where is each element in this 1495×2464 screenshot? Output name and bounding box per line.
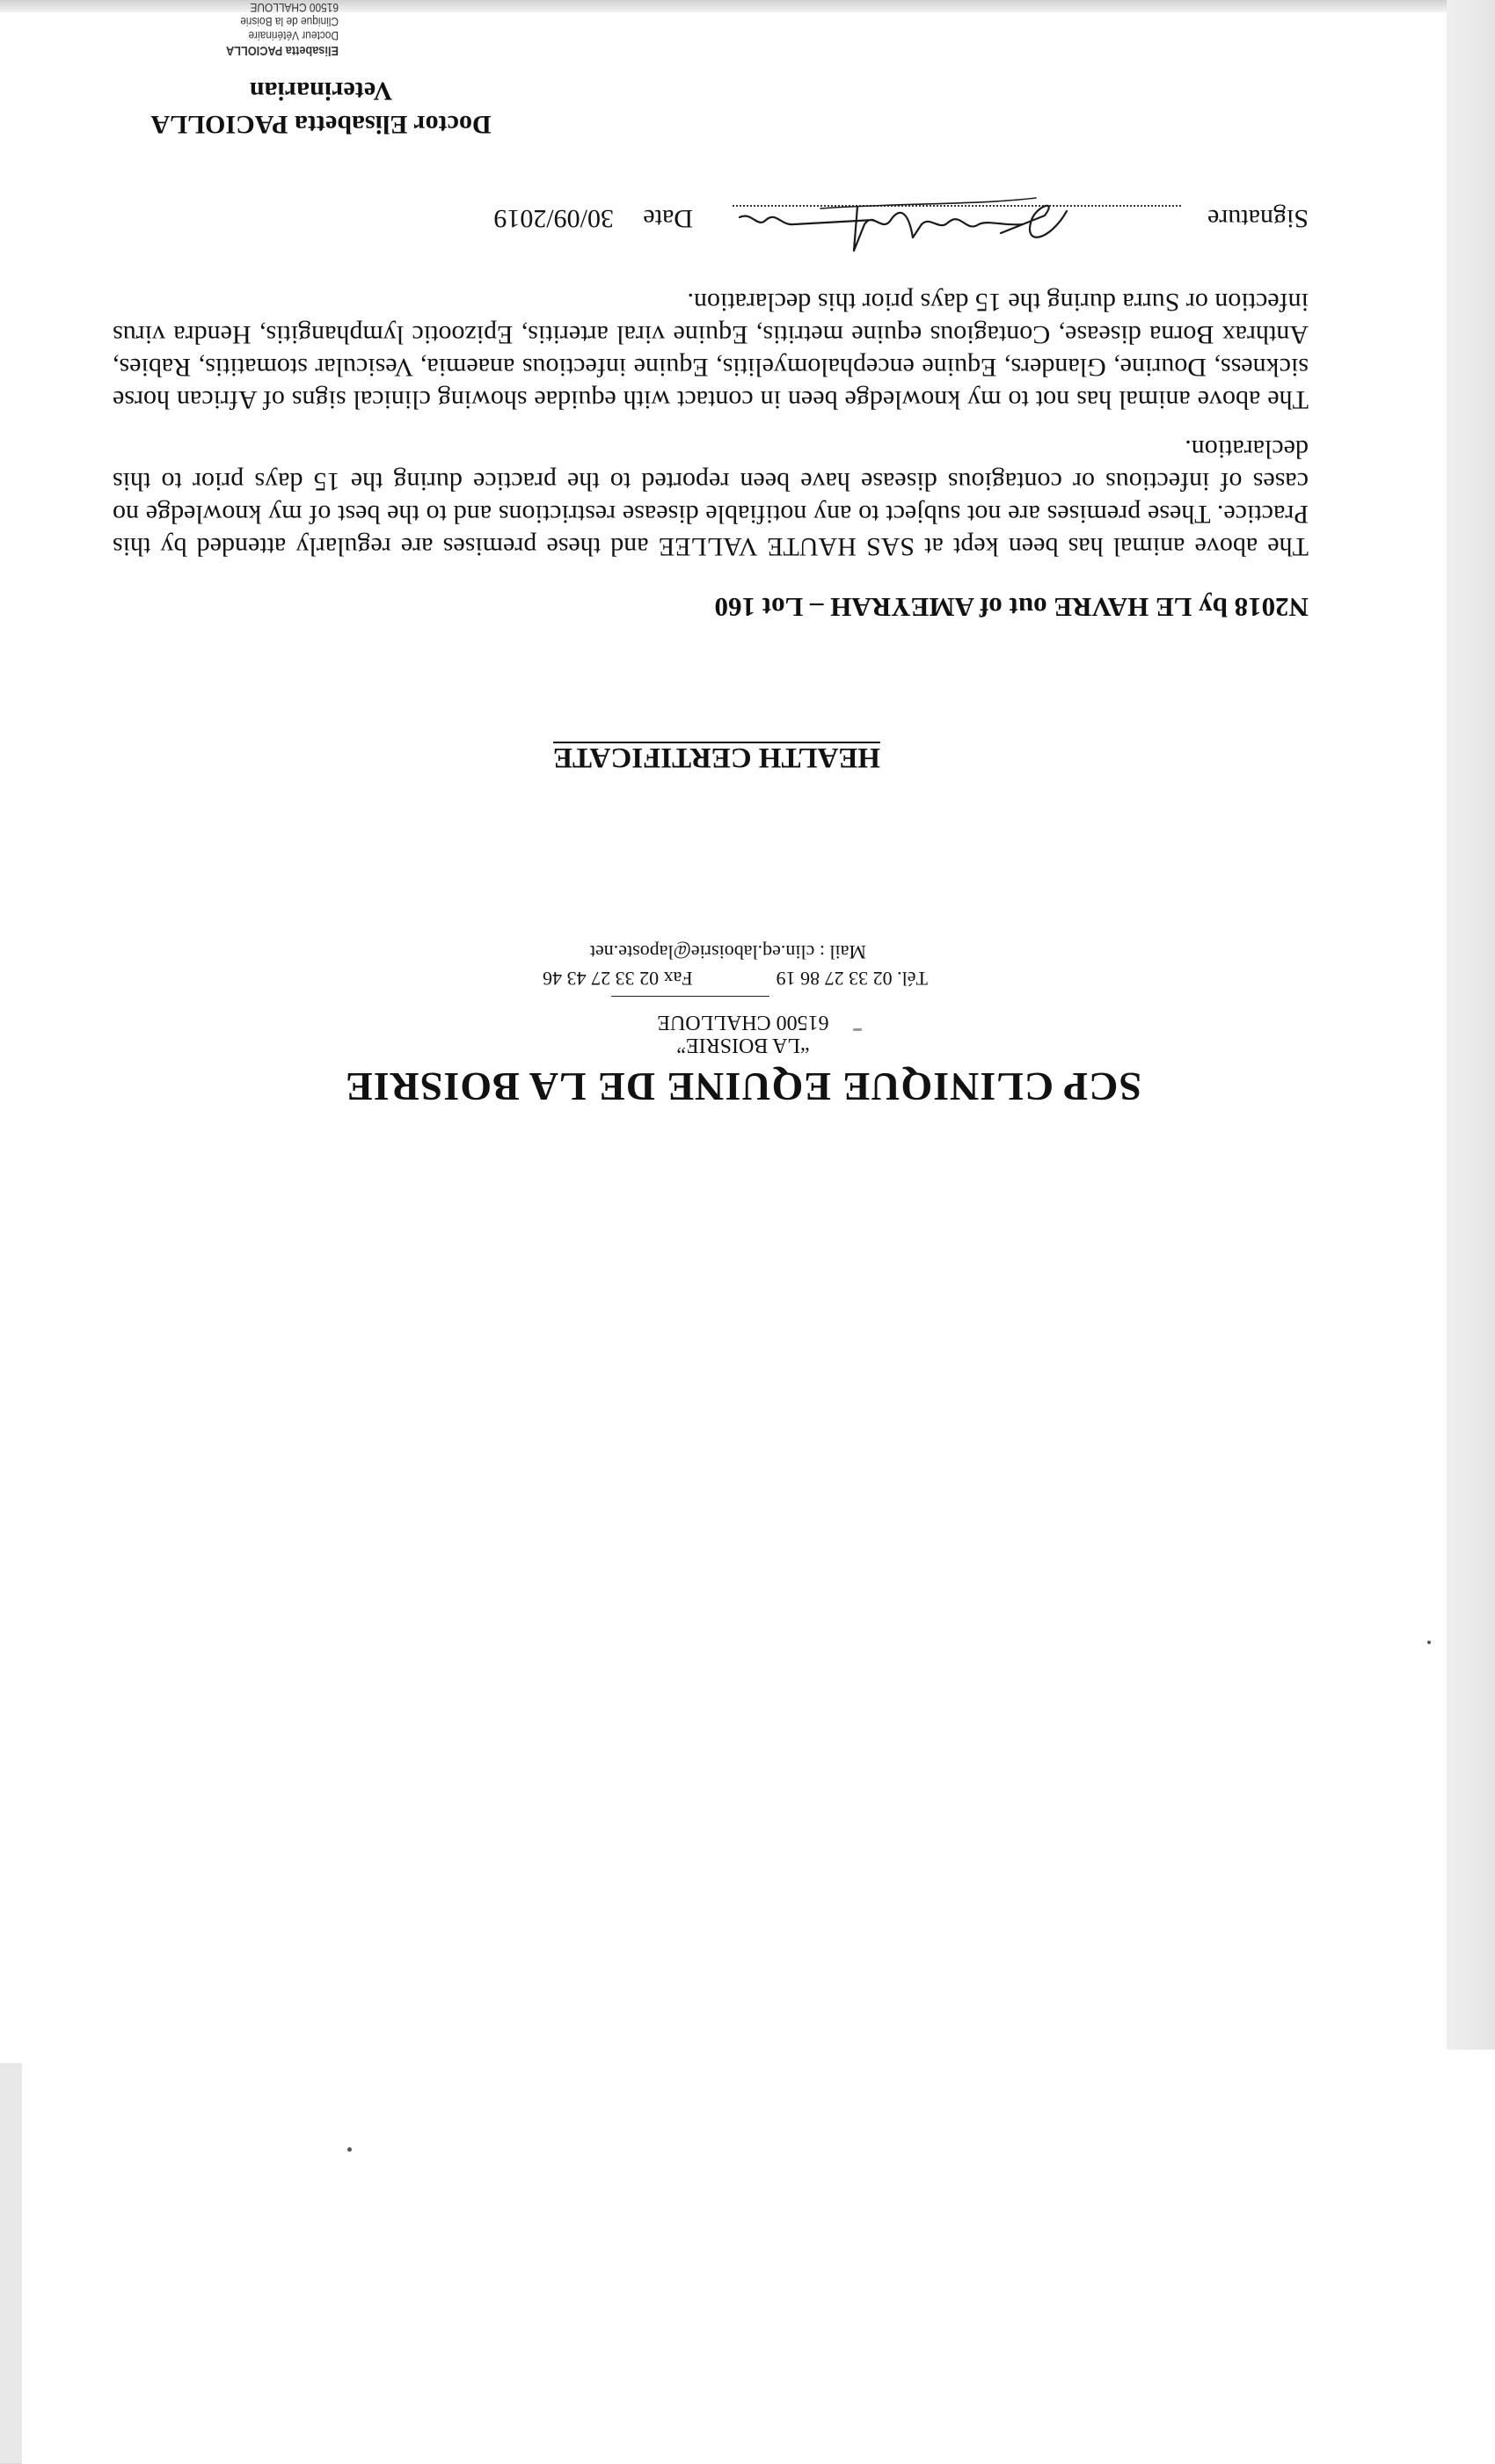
horse-identification: N2018 by LE HAVRE out of AMEYRAH – Lot 160 [714,592,1309,623]
lower-paper-sheet [22,2032,1495,2464]
contact-declaration: The above animal has not to my knowledge been in contact with equidae showing clinical signs of African horse sickness, Dourine, Glanders, Equine encephalomyelitis, Equine infectious anaemia, Vesicular stomatitis, Rabies, Anthrax Borna disease, Contagious equine metritis, Equine viral arteritis, Epizootic lymphangitis, Hendra virus infection or Surra during the 15 days prior this declaration. [113,288,1309,414]
clinic-address [501,1011,985,1057]
premises-declaration: The above animal has been kept at SAS HAUTE VALLEE and these premises are regularly attended by this Practice. These premises are not subject to any notifiable disease restrictions and to the best of my knowledge no cases of infectious or contagious disease have been reported to the practice during the 15 days prior to this declaration. [113,435,1309,561]
clinic-name: SCP CLINIQUE EQUINE DE LA BOISRIE [345,1064,1141,1109]
stamp-name: Elisabetta PACIOLLA [225,43,339,58]
stamp-city: 61500 CHALLOUE [250,1,339,15]
paper-speck [347,2147,352,2152]
header-divider [611,996,769,997]
clinic-contact [435,939,1033,991]
clinic-postcode-city: 61500 CHALLOUE [657,1011,829,1034]
clinic-email: Mail : clin.eq.laboisrie@laposte.net [589,941,866,963]
veterinarian-block [101,74,541,141]
stamp-order-number [212,0,339,1]
veterinarian-name: Doctor Elisabetta PACIOLLA [150,110,492,139]
certificate-title: HEALTH CERTIFICATE [552,742,881,773]
signature-row [253,180,1309,233]
veterinarian-stamp [212,0,339,57]
stamp-clinic: Clinique de la Boisrie [240,15,339,29]
stamp-title: Docteur Vétérinaire [248,29,339,43]
scan-background [0,2023,22,2463]
clinic-place: “LA BOISRIE” [676,1034,810,1057]
clinic-phone: Tél. 02 33 27 86 19 [776,968,928,990]
paper-edge-right [1447,0,1495,2050]
handwritten-signature [733,180,1084,260]
veterinarian-title: Veterinarian [249,77,393,106]
date-value: 30/09/2019 [493,204,614,233]
signature-label: Signature [1207,204,1309,233]
clinic-fax: Fax 02 33 27 43 46 [543,968,693,990]
date-label: Date [643,204,693,233]
